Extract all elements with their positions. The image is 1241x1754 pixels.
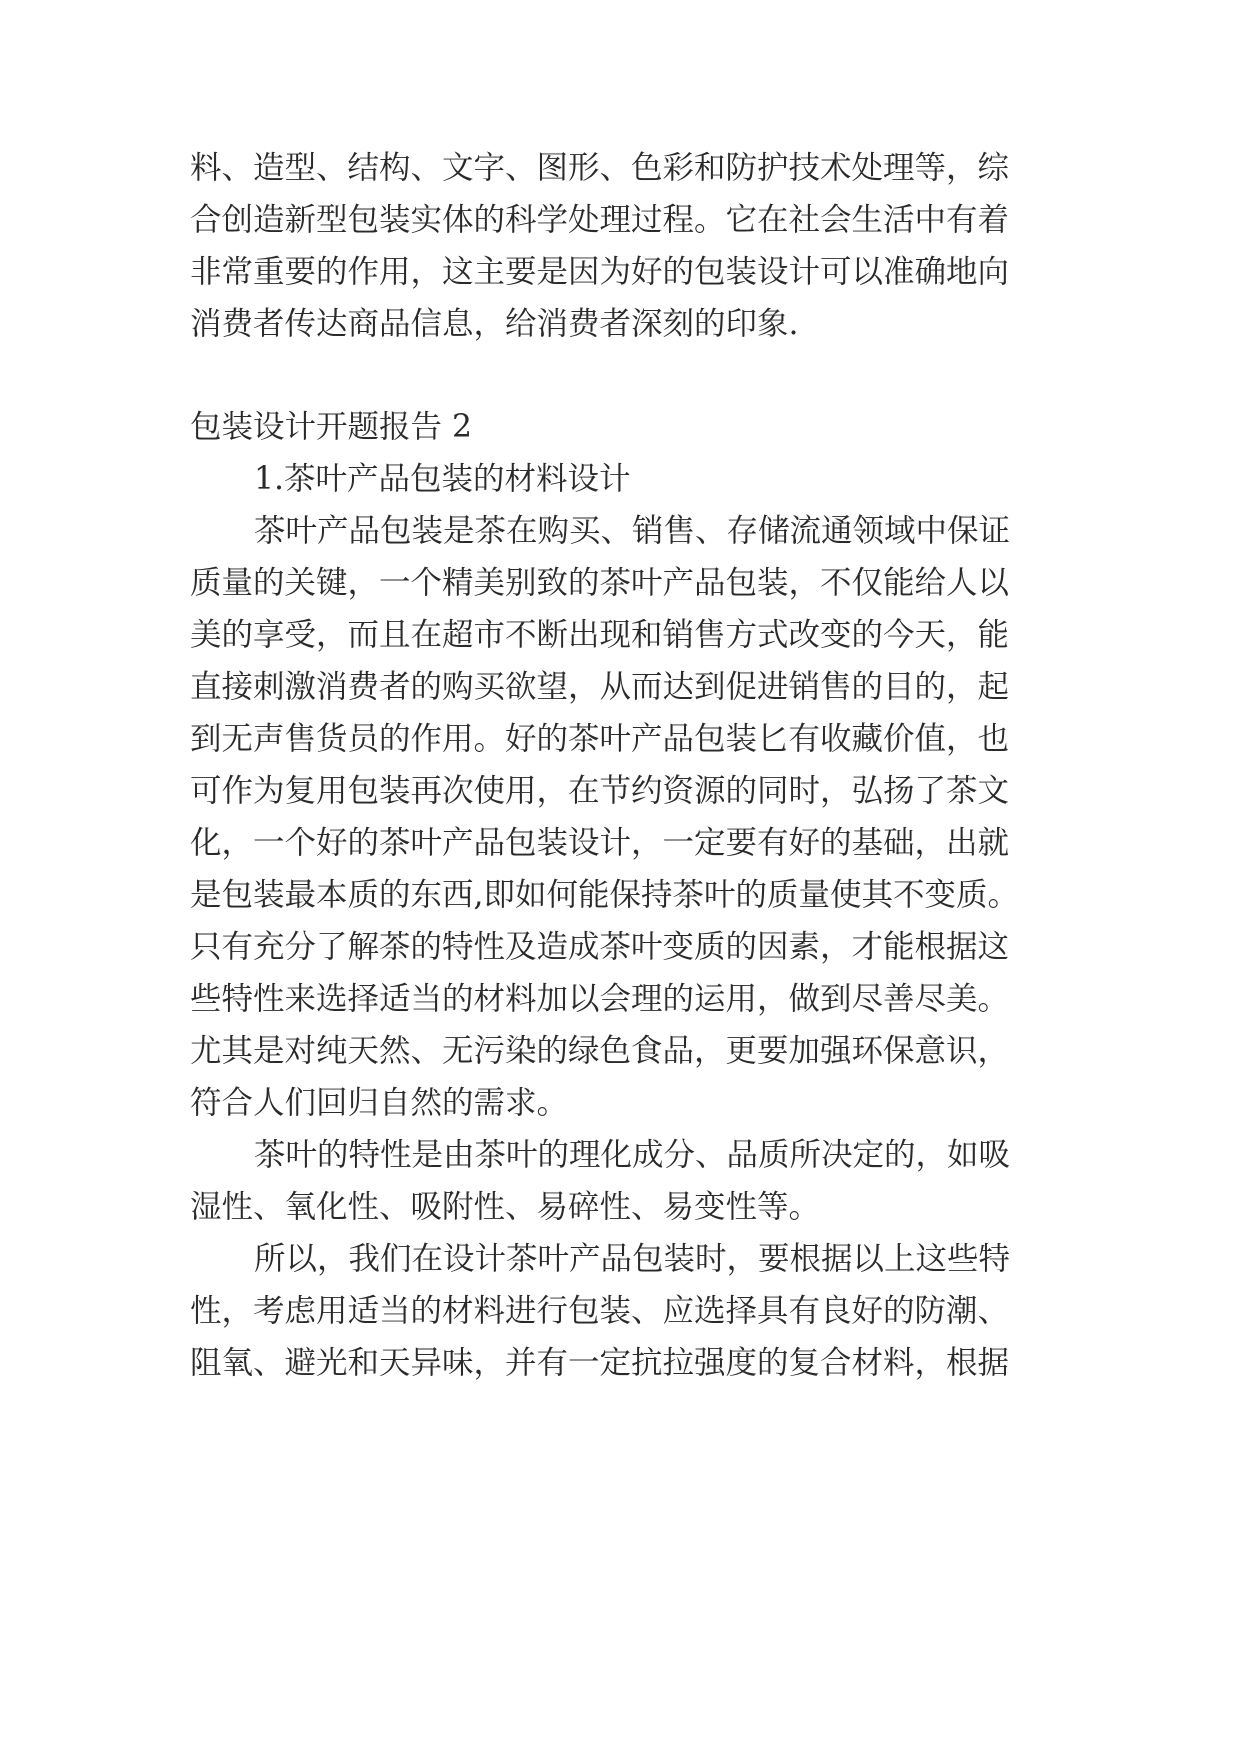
text-line: 合创造新型包装实体的科学处理过程。它在社会生活中有着 <box>190 202 1010 238</box>
text-line: 是包装最本质的东西,即如何能保持茶叶的质量使其不变质。 <box>190 877 1020 913</box>
text-line: 茶叶的特性是由茶叶的理化成分、品质所决定的，如吸 <box>254 1137 1011 1173</box>
text-line: 到无声售货员的作用。好的茶叶产品包装匕有收藏价值，也 <box>190 721 1010 757</box>
text-line: 化，一个好的茶叶产品包装设计，一定要有好的基础，出就 <box>190 825 1010 861</box>
text-line: 可作为复用包装再次使用，在节约资源的同时，弘扬了茶文 <box>190 773 1010 809</box>
text-line: 质量的关键，一个精美别致的茶叶产品包装，不仅能给人以 <box>190 565 1010 601</box>
text-line: 只有充分了解茶的特性及造成茶叶变质的因素，才能根据这 <box>190 929 1010 965</box>
text-line: 非常重要的作用，这主要是因为好的包装设计可以准确地向 <box>190 254 1010 290</box>
text-line: 性，考虑用适当的材料进行包装、应选择具有良好的防潮、 <box>190 1293 1010 1329</box>
subsection-title: 1.茶叶产品包装的材料设计 <box>254 461 631 497</box>
text-line: 料、造型、结构、文字、图形、色彩和防护技术处理等，综 <box>190 150 1010 186</box>
text-line: 湿性、氧化性、吸附性、易碎性、易变性等。 <box>190 1189 821 1225</box>
text-line: 茶叶产品包装是茶在购买、销售、存储流通领域中保证 <box>254 513 1011 549</box>
text-line: 直接刺激消费者的购买欲望，从而达到促进销售的目的，起 <box>190 669 1010 705</box>
text-line: 美的享受，而且在超市不断出现和销售方式改变的今天，能 <box>190 617 1010 653</box>
section-title: 包装设计开题报告 2 <box>190 409 473 445</box>
text-line: 符合人们回归自然的需求。 <box>190 1085 569 1121</box>
text-line: 阻氧、避光和天异味，并有一定抗拉强度的复合材料，根据 <box>190 1345 1010 1381</box>
text-line: 消费者传达商品信息，给消费者深刻的印象. <box>190 306 799 342</box>
text-line: 尤其是对纯天然、无污染的绿色食品，更要加强环保意识， <box>190 1033 1010 1069</box>
text-line: 所以，我们在设计茶叶产品包装时，要根据以上这些特 <box>254 1241 1011 1277</box>
text-line: 些特性来选择适当的材料加以会理的运用，做到尽善尽美。 <box>190 981 1010 1017</box>
